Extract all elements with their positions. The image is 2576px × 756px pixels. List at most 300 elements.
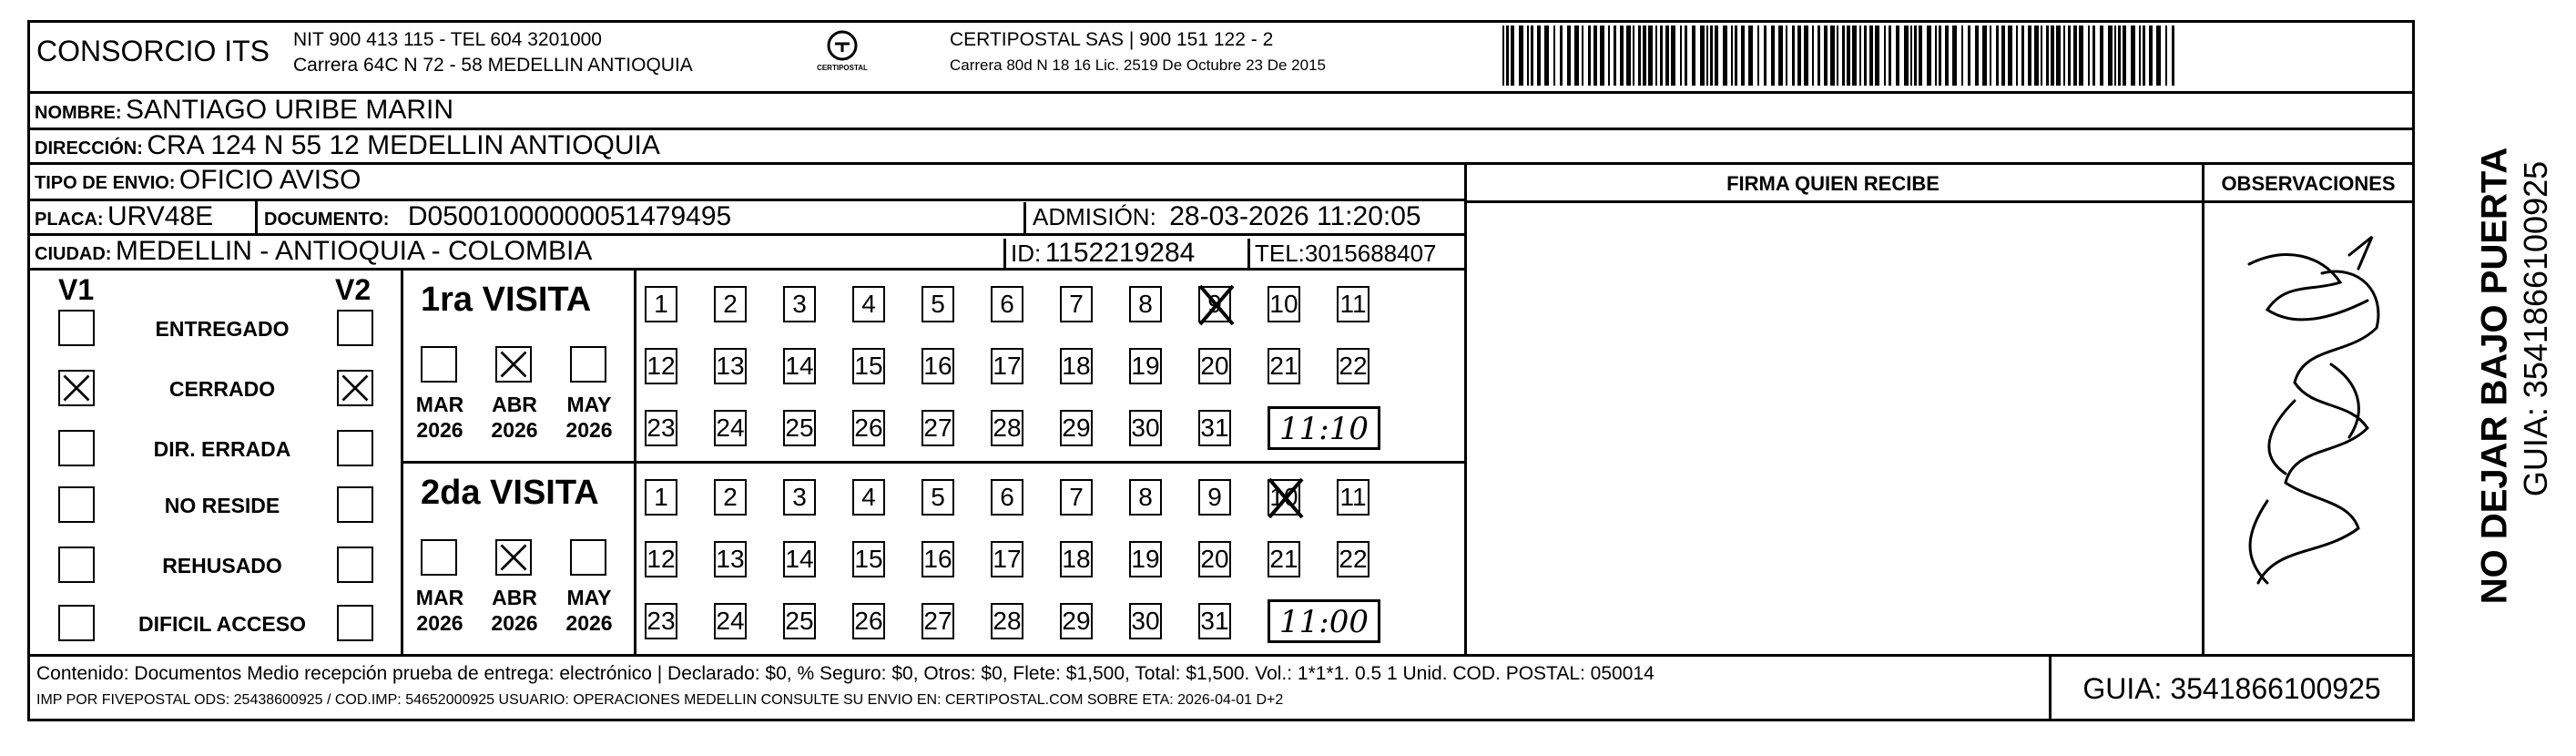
barcode-bar: [1778, 26, 1783, 86]
barcode-bar: [2149, 26, 2153, 86]
barcode-bar: [1748, 26, 1753, 86]
day-box[interactable]: [921, 479, 954, 516]
day-box[interactable]: [1268, 479, 1300, 516]
month-name: MAY: [566, 586, 612, 609]
barcode-bar: [1633, 26, 1634, 86]
company-name: CONSORCIO ITS: [36, 35, 270, 67]
day-number: 20: [1200, 545, 1229, 573]
barcode-bar: [1544, 26, 1549, 86]
day-number: 1: [654, 290, 668, 318]
day-number: 10: [1269, 290, 1298, 318]
barcode-bar: [2051, 26, 2054, 86]
barcode-bar: [1600, 26, 1604, 86]
day-number: 17: [993, 545, 1022, 573]
month-checkbox[interactable]: [495, 539, 532, 576]
day-box[interactable]: [991, 410, 1023, 446]
barcode-bar: [1975, 26, 1979, 86]
day-number: 19: [1131, 545, 1160, 573]
day-x-mark: [1196, 282, 1237, 328]
v2-checkbox[interactable]: [337, 605, 373, 641]
barcode-bar: [1567, 26, 1571, 86]
month-checkbox[interactable]: [495, 346, 532, 383]
day-number: 26: [854, 414, 883, 442]
day-box[interactable]: [1268, 541, 1300, 577]
placa-label: PLACA:: [35, 209, 104, 230]
placa-row: [35, 201, 213, 232]
barcode-bar: [1741, 26, 1745, 86]
day-number: 29: [1062, 414, 1091, 442]
barcode-bar: [2172, 26, 2174, 86]
day-number: 25: [785, 607, 814, 635]
day-box[interactable]: [921, 541, 954, 577]
day-box[interactable]: [1129, 603, 1162, 639]
ciudad-label: CIUDAD:: [35, 244, 112, 264]
barcode-bar: [1847, 26, 1850, 86]
day-box[interactable]: [1129, 541, 1162, 577]
barcode-bar: [1830, 26, 1835, 86]
day-box[interactable]: [1198, 603, 1231, 639]
month-name: MAR: [415, 393, 464, 416]
barcode-bar: [1817, 26, 1820, 86]
barcode-bar: [1723, 26, 1727, 86]
barcode-bar: [1692, 26, 1695, 86]
day-box[interactable]: [645, 479, 677, 516]
status-label: ENTREGADO: [155, 317, 290, 341]
ciudad-row: [35, 236, 592, 267]
day-box[interactable]: [1129, 286, 1162, 322]
day-box[interactable]: [645, 603, 677, 639]
id-value: 1152219284: [1044, 238, 1196, 268]
day-number: 27: [923, 414, 952, 442]
barcode-bar: [2001, 26, 2005, 86]
barcode-bar: [1671, 26, 1675, 86]
barcode-bar: [1804, 26, 1808, 86]
certipostal-logo: [810, 27, 874, 80]
admision-label: ADMISIÓN:: [1033, 203, 1156, 230]
observaciones-header: OBSERVACIONES: [2221, 172, 2396, 195]
day-number: 14: [785, 352, 814, 380]
barcode-bar: [1626, 26, 1631, 86]
barcode-bar: [2008, 26, 2012, 86]
barcode-bar: [1537, 26, 1541, 86]
nombre-row: [35, 95, 453, 126]
barcode-bar: [1824, 26, 1828, 86]
day-box[interactable]: [714, 286, 747, 322]
barcode-bar: [1638, 26, 1641, 86]
month-name: MAY: [566, 393, 612, 416]
day-box[interactable]: [783, 410, 816, 446]
day-number: 9: [1207, 290, 1222, 318]
signature-image: [2213, 228, 2413, 610]
barcode-bar: [1660, 26, 1663, 86]
certipostal-address: Carrera 80d N 18 16 Lic. 2519 De Octubre 23 De 2015: [950, 56, 1326, 74]
day-box[interactable]: [1060, 603, 1093, 639]
month-name: ABR: [492, 586, 537, 609]
v1-header: V1: [58, 273, 95, 306]
barcode-bar: [1706, 26, 1708, 86]
visit-time[interactable]: 11:00: [1268, 599, 1380, 643]
barcode-bar: [1875, 26, 1879, 86]
barcode-bar: [1757, 26, 1759, 86]
day-box[interactable]: [1198, 410, 1231, 446]
day-number: 23: [647, 414, 676, 442]
day-number: 30: [1131, 607, 1160, 635]
day-box[interactable]: [1268, 286, 1300, 322]
footer-imp: IMP POR FIVEPOSTAL ODS: 25438600925 / COD.IMP: 54652000925 USUARIO: OPERACIONES MEDELLIN CONSULTE SU ENVIO EN: CERTIPOSTAL.COM SOBRE ETA: 2026-04-01 D+2: [36, 692, 1284, 708]
day-number: 22: [1339, 352, 1368, 380]
documento-row: [264, 201, 731, 232]
month-label: [483, 585, 546, 636]
day-box[interactable]: [1337, 286, 1369, 322]
barcode-bar: [1531, 26, 1533, 86]
visit-title: 1ra VISITA: [421, 281, 592, 319]
documento-value: D05001000000051479495: [407, 201, 732, 231]
barcode-bar: [1593, 26, 1597, 86]
day-box[interactable]: [1060, 541, 1093, 577]
v1-checkbox[interactable]: [58, 486, 95, 523]
barcode-bar: [2131, 26, 2135, 86]
barcode-bar: [1643, 26, 1646, 86]
day-number: 12: [647, 352, 676, 380]
barcode-image: [1502, 26, 2176, 86]
barcode-bar: [1502, 26, 1504, 86]
day-number: 29: [1062, 607, 1091, 635]
day-number: 26: [854, 607, 883, 635]
barcode-bar: [2092, 26, 2095, 86]
day-box[interactable]: [645, 410, 677, 446]
month-year: 2026: [491, 418, 538, 442]
barcode-bar: [1896, 26, 1899, 86]
day-number: 31: [1200, 414, 1229, 442]
tel-label: TEL:: [1255, 240, 1305, 267]
day-number: 12: [647, 545, 676, 573]
placa-value: URV48E: [107, 201, 214, 231]
day-box[interactable]: [852, 479, 885, 516]
day-box[interactable]: [1268, 348, 1300, 384]
barcode-bar: [1655, 26, 1657, 86]
day-box[interactable]: [852, 541, 885, 577]
day-box[interactable]: [991, 348, 1023, 384]
month-checkbox[interactable]: [570, 539, 606, 576]
tel-row: [1255, 240, 1437, 268]
month-label: [408, 392, 472, 443]
tipo-row: [35, 165, 361, 196]
direccion-row: [35, 130, 660, 161]
barcode-bar: [1614, 26, 1616, 86]
v1-checkbox[interactable]: [58, 430, 95, 466]
day-box[interactable]: [714, 348, 747, 384]
barcode-bar: [2021, 26, 2024, 86]
barcode-bar: [1731, 26, 1733, 86]
barcode-bar: [1582, 26, 1583, 86]
v1-checkbox[interactable]: [58, 605, 95, 641]
month-year: 2026: [565, 611, 613, 635]
barcode-bar: [1797, 26, 1801, 86]
day-number: 18: [1062, 545, 1091, 573]
barcode-bar: [1884, 26, 1886, 86]
day-box[interactable]: [921, 286, 954, 322]
day-number: 7: [1069, 290, 1084, 318]
day-number: 28: [993, 607, 1022, 635]
barcode-bar: [1735, 26, 1737, 86]
day-number: 16: [923, 352, 952, 380]
day-number: 19: [1131, 352, 1160, 380]
barcode-bar: [1852, 26, 1857, 86]
month-label: [557, 392, 621, 443]
v1-checkbox[interactable]: [58, 370, 95, 406]
day-number: 11: [1339, 290, 1367, 318]
day-box[interactable]: [1060, 410, 1093, 446]
visit-time[interactable]: 11:10: [1268, 406, 1380, 450]
v2-checkbox[interactable]: [337, 486, 373, 523]
day-box[interactable]: [921, 410, 954, 446]
footer-guia: GUIA: 3541866100925: [2082, 672, 2381, 705]
day-number: 24: [716, 607, 745, 635]
barcode-bar: [1945, 26, 1949, 86]
barcode-bar: [2056, 26, 2061, 86]
barcode-bar: [1553, 26, 1555, 86]
month-year: 2026: [416, 611, 463, 635]
day-box[interactable]: [714, 410, 747, 446]
barcode-bar: [2165, 26, 2167, 86]
v2-checkbox[interactable]: [337, 547, 373, 583]
month-year: 2026: [491, 611, 538, 635]
footer-contenido: Contenido: Documentos Medio recepción prueba de entrega: electrónico | Declarado: $0, % Seguro: $0, Otros: $0, Flete: $1,500, Total: $1,500. Vol.: 1*1*1. 0.5 1 Unid. COD. POSTAL: 050014: [36, 663, 1655, 684]
barcode-bar: [1961, 26, 1963, 86]
month-checkbox[interactable]: [570, 346, 606, 383]
barcode-bar: [2016, 26, 2018, 86]
certipostal-company: CERTIPOSTAL SAS | 900 151 122 - 2: [950, 29, 1274, 50]
barcode-bar: [2041, 26, 2042, 86]
barcode-bar: [1910, 26, 1912, 86]
barcode-bar: [1588, 26, 1591, 86]
barcode-bar: [1715, 26, 1718, 86]
v2-checkbox[interactable]: [337, 370, 373, 406]
day-number: 18: [1062, 352, 1091, 380]
barcode-bar: [1919, 26, 1922, 86]
barcode-bar: [1996, 26, 1999, 86]
barcode-bar: [2079, 26, 2083, 86]
barcode-bar: [2063, 26, 2065, 86]
barcode-bar: [1889, 26, 1891, 86]
day-box[interactable]: [645, 541, 677, 577]
day-number: 21: [1269, 352, 1298, 380]
v1-checkbox[interactable]: [58, 310, 95, 346]
barcode-bar: [1914, 26, 1917, 86]
barcode-bar: [2114, 26, 2116, 86]
barcode-bar: [1700, 26, 1705, 86]
day-box[interactable]: [991, 479, 1023, 516]
month-name: ABR: [492, 393, 537, 416]
tipo-value: OFICIO AVISO: [178, 165, 361, 195]
status-label: DIFICIL ACCESO: [137, 612, 306, 636]
barcode-bar: [1869, 26, 1873, 86]
barcode-bar: [1935, 26, 1937, 86]
day-box[interactable]: [852, 348, 885, 384]
day-box[interactable]: [645, 286, 677, 322]
barcode-bar: [1771, 26, 1775, 86]
day-number: 10: [1269, 483, 1298, 511]
day-number: 3: [792, 290, 807, 318]
barcode-bar: [2118, 26, 2121, 86]
day-number: 13: [716, 352, 745, 380]
day-box[interactable]: [1337, 479, 1369, 516]
day-number: 28: [993, 414, 1022, 442]
side-text: [2422, 109, 2568, 638]
day-box[interactable]: [645, 348, 677, 384]
barcode-bar: [1837, 26, 1838, 86]
barcode-bar: [1786, 26, 1787, 86]
day-box[interactable]: [783, 603, 816, 639]
day-number: 6: [1000, 290, 1014, 318]
barcode-bar: [1990, 26, 1991, 86]
day-number: 23: [647, 607, 676, 635]
barcode-bar: [1927, 26, 1931, 86]
day-number: 17: [993, 352, 1022, 380]
day-box[interactable]: [783, 348, 816, 384]
barcode-bar: [2143, 26, 2145, 86]
day-box[interactable]: [1060, 286, 1093, 322]
logo-text: CERTIPOSTAL: [817, 64, 868, 72]
day-box[interactable]: [1198, 348, 1231, 384]
v2-checkbox[interactable]: [337, 310, 373, 346]
day-number: 4: [861, 483, 876, 511]
barcode-bar: [1864, 26, 1867, 86]
day-number: 16: [923, 545, 952, 573]
day-number: 31: [1200, 607, 1229, 635]
day-number: 1: [654, 483, 668, 511]
day-box[interactable]: [1337, 348, 1369, 384]
barcode-bar: [1685, 26, 1687, 86]
direccion-label: DIRECCIÓN:: [35, 138, 143, 158]
no-dejar-text: NO DEJAR BAJO PUERTA: [2474, 147, 2515, 605]
status-label: REHUSADO: [162, 554, 282, 577]
day-number: 9: [1207, 483, 1222, 511]
day-box[interactable]: [1129, 410, 1162, 446]
day-number: 14: [785, 545, 814, 573]
barcode-bar: [1904, 26, 1909, 86]
day-number: 5: [931, 483, 945, 511]
day-box[interactable]: [1198, 286, 1231, 322]
day-box[interactable]: [714, 479, 747, 516]
status-label: NO RESIDE: [164, 494, 280, 517]
day-number: 2: [723, 483, 738, 511]
day-number: 13: [716, 545, 745, 573]
day-box[interactable]: [783, 479, 816, 516]
day-box[interactable]: [852, 286, 885, 322]
day-number: 22: [1339, 545, 1368, 573]
day-box[interactable]: [852, 603, 885, 639]
day-number: 24: [716, 414, 745, 442]
v2-checkbox[interactable]: [337, 430, 373, 466]
month-name: MAR: [415, 586, 464, 609]
barcode-bar: [1560, 26, 1563, 86]
day-box[interactable]: [852, 410, 885, 446]
barcode-bar: [1527, 26, 1529, 86]
barcode-bar: [2046, 26, 2049, 86]
day-box[interactable]: [1060, 348, 1093, 384]
barcode-bar: [1519, 26, 1523, 86]
barcode-bar: [2073, 26, 2077, 86]
status-label: DIR. ERRADA: [153, 437, 291, 461]
barcode-bar: [1939, 26, 1941, 86]
direccion-value: CRA 124 N 55 12 MEDELLIN ANTIOQUIA: [147, 130, 660, 160]
day-number: 21: [1269, 545, 1298, 573]
day-box[interactable]: [783, 541, 816, 577]
day-box[interactable]: [1337, 541, 1369, 577]
ciudad-value: MEDELLIN - ANTIOQUIA - COLOMBIA: [115, 236, 593, 266]
day-number: 20: [1200, 352, 1229, 380]
day-x-mark: [1266, 475, 1306, 521]
month-label: [557, 585, 621, 636]
day-number: 5: [931, 290, 945, 318]
day-box[interactable]: [1129, 479, 1162, 516]
barcode-bar: [1859, 26, 1861, 86]
barcode-bar: [2034, 26, 2039, 86]
day-box[interactable]: [991, 541, 1023, 577]
day-number: 6: [1000, 483, 1014, 511]
day-number: 8: [1138, 290, 1153, 318]
barcode-bar: [1982, 26, 1987, 86]
day-number: 2: [723, 290, 738, 318]
nombre-label: NOMBRE:: [35, 103, 122, 123]
id-label: ID:: [1011, 240, 1042, 267]
day-box[interactable]: [991, 603, 1023, 639]
barcode-bar: [1792, 26, 1795, 86]
day-box[interactable]: [991, 286, 1023, 322]
barcode-bar: [2156, 26, 2161, 86]
barcode-bar: [1648, 26, 1653, 86]
day-number: 4: [861, 290, 876, 318]
barcode-bar: [1680, 26, 1682, 86]
day-number: 7: [1069, 483, 1084, 511]
day-box[interactable]: [1060, 479, 1093, 516]
day-box[interactable]: [921, 348, 954, 384]
barcode-bar: [2123, 26, 2126, 86]
v1-checkbox[interactable]: [58, 547, 95, 583]
month-checkbox[interactable]: [421, 539, 457, 576]
visit-title: 2da VISITA: [421, 474, 599, 512]
day-box[interactable]: [1129, 348, 1162, 384]
day-box[interactable]: [921, 603, 954, 639]
barcode-bar: [2139, 26, 2141, 86]
barcode-bar: [1511, 26, 1514, 86]
barcode-bar: [1506, 26, 1509, 86]
certipostal-logo-icon: [810, 27, 874, 80]
barcode-bar: [1665, 26, 1669, 86]
month-checkbox[interactable]: [421, 346, 457, 383]
day-box[interactable]: [1198, 541, 1231, 577]
day-box[interactable]: [783, 286, 816, 322]
documento-label: DOCUMENTO:: [264, 209, 390, 230]
month-label: [408, 585, 472, 636]
barcode-bar: [2068, 26, 2071, 86]
day-box[interactable]: [714, 603, 747, 639]
day-number: 11: [1339, 483, 1367, 511]
day-number: 3: [792, 483, 807, 511]
barcode-bar: [1764, 26, 1767, 86]
day-number: 25: [785, 414, 814, 442]
day-box[interactable]: [714, 541, 747, 577]
barcode-bar: [2088, 26, 2090, 86]
barcode-bar: [1574, 26, 1579, 86]
day-number: 27: [923, 607, 952, 635]
month-label: [483, 392, 546, 443]
day-box[interactable]: [1198, 479, 1231, 516]
day-number: 8: [1138, 483, 1153, 511]
barcode-bar: [1812, 26, 1814, 86]
nombre-value: SANTIAGO URIBE MARIN: [126, 95, 454, 125]
